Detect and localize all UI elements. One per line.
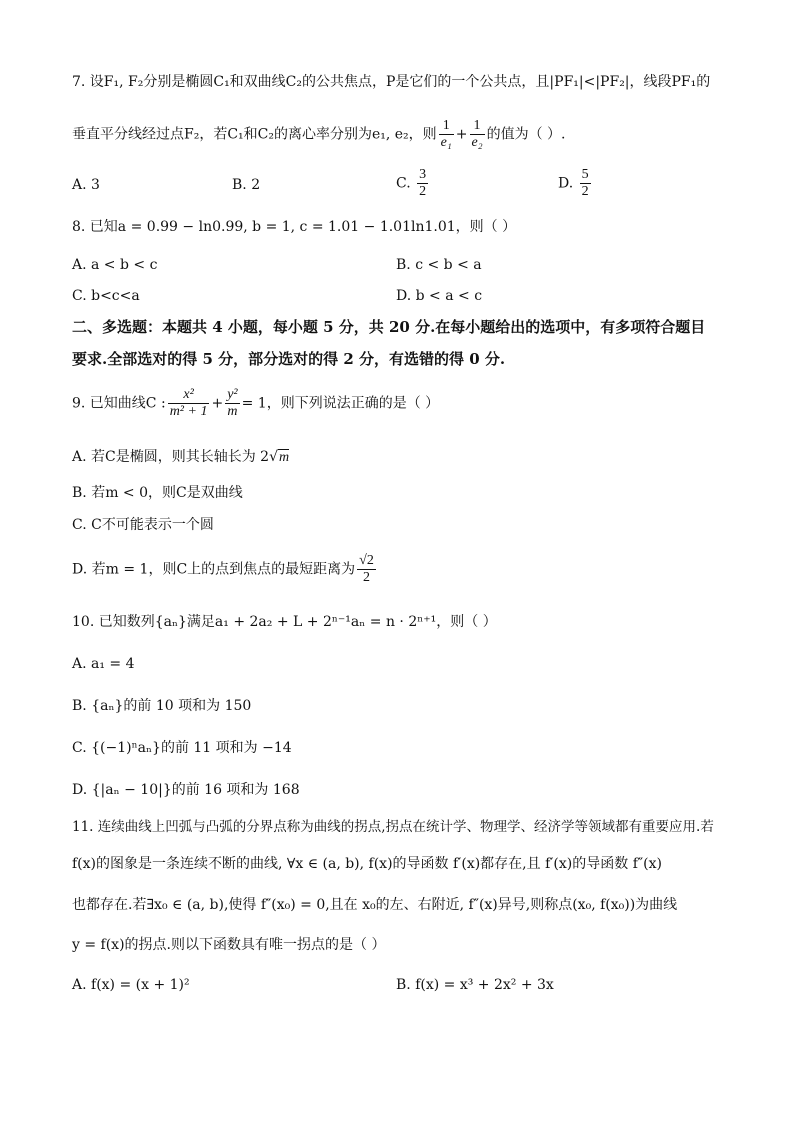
- q7-option-a: A. 3: [72, 177, 100, 193]
- q9-option-b: B. 若m < 0，则C是双曲线: [72, 485, 243, 501]
- q9-stem-pre: 9. 已知曲线C :: [72, 395, 166, 412]
- q7-fraction-2-num: 1: [470, 118, 485, 135]
- q7-stem-line2: [72, 118, 566, 151]
- q9-stem-post: = 1，则下列说法正确的是（ ）: [241, 395, 440, 412]
- q9-option-a-radicand: m: [279, 450, 290, 465]
- q9-option-c: C. C不可能表示一个圆: [72, 517, 214, 533]
- q7-fraction-2: [470, 118, 485, 151]
- q9-option-d-den: 2: [363, 570, 370, 585]
- q9-option-d-num: √2: [359, 553, 374, 568]
- q9-option-a: [72, 448, 289, 467]
- q8-stem: 8. 已知a = 0.99 − ln0.99, b = 1, c = 1.01 − 1.01ln1.01，则（ ）: [72, 219, 517, 235]
- q9-option-a-text: A. 若C是椭圆，则其长轴长为 2: [72, 449, 270, 465]
- q9-fraction-1-den: m² + 1: [169, 404, 208, 419]
- q10-option-b: B. {aₙ}的前 10 项和为 150: [72, 698, 252, 714]
- section-heading-line1: 二、多选题：本题共 4 小题，每小题 5 分，共 20 分.在每小题给出的选项中，有多项符合题目: [72, 318, 706, 336]
- q9-fraction-2-num: y²: [227, 387, 238, 402]
- q7-option-d-num: 5: [581, 167, 589, 182]
- section-heading-line2: 要求.全部选对的得 5 分，部分选对的得 2 分，有选错的得 0 分.: [72, 350, 506, 368]
- q7-option-c-den: 2: [419, 184, 427, 199]
- q10-option-a: A. a₁ = 4: [72, 656, 135, 672]
- q9-plus: +: [211, 395, 224, 412]
- q9-fraction-1-num: x²: [168, 387, 210, 404]
- q11-stem-line1: 11. 连续曲线上凹弧与凸弧的分界点称为曲线的拐点,拐点在统计学、物理学、经济学等领域都有重要应用.若: [72, 819, 714, 835]
- q11-option-b: B. f(x) = x³ + 2x² + 3x: [396, 977, 554, 993]
- q8-option-a: A. a < b < c: [72, 257, 158, 273]
- q8-option-d: D. b < a < c: [396, 288, 483, 304]
- q7-stem-line2-post: 的值为（ ）.: [486, 126, 566, 143]
- sqrt-icon: √: [269, 449, 279, 465]
- q11-stem-line4: y = f(x)的拐点.则以下函数具有唯一拐点的是（ ）: [72, 937, 386, 953]
- q7-stem-line2-pre: 垂直平分线经过点F₂，若C₁和C₂的离心率分别为e₁, e₂，则: [72, 126, 437, 143]
- q10-option-d: D. {|aₙ − 10|}的前 16 项和为 168: [72, 782, 300, 798]
- q9-option-d-fraction: [357, 553, 376, 586]
- q7-option-d-fraction: [580, 167, 591, 200]
- q7-option-c-fraction: [417, 167, 428, 200]
- q7-fraction-1-den: e₁: [440, 135, 452, 150]
- q9-fraction-1: [168, 387, 210, 420]
- q9-option-d-text: D. 若m = 1，则C上的点到焦点的最短距离为: [72, 561, 356, 578]
- q8-option-b: B. c < b < a: [396, 257, 482, 273]
- q7-option-d-label: D.: [558, 175, 574, 192]
- q7-option-b: B. 2: [232, 177, 261, 193]
- q10-stem: 10. 已知数列{aₙ}满足a₁ + 2a₂ + L + 2ⁿ⁻¹aₙ = n · 2ⁿ⁺¹，则（ ）: [72, 614, 497, 630]
- q8-option-c: C. b<c<a: [72, 288, 140, 304]
- q11-stem-line3: 也都存在.若∃x₀ ∈ (a, b),使得 f″(x₀) = 0,且在 x₀的左、右附近, f″(x)异号,则称点(x₀, f(x₀))为曲线: [72, 897, 678, 913]
- q7-plus: +: [455, 126, 468, 143]
- q9-stem: [72, 387, 439, 420]
- q7-option-c-num: 3: [419, 167, 427, 182]
- q7-fraction-2-den: e₂: [471, 135, 483, 150]
- q7-fraction-1-num: 1: [439, 118, 454, 135]
- q7-stem-line1: 7. 设F₁, F₂分别是椭圆C₁和双曲线C₂的公共焦点，P是它们的一个公共点，且|PF₁|<|PF₂|，线段PF₁的: [72, 74, 711, 90]
- q7-option-d-den: 2: [581, 184, 589, 199]
- q7-fraction-1: [439, 118, 454, 151]
- q9-fraction-2: [225, 387, 239, 420]
- q7-option-d: [558, 167, 593, 200]
- q10-option-c: C. {(−1)ⁿaₙ}的前 11 项和为 −14: [72, 740, 292, 756]
- q9-fraction-2-den: m: [227, 404, 238, 419]
- q9-option-d: [72, 553, 378, 586]
- q7-option-c: [396, 167, 430, 200]
- q11-stem-line2: f(x)的图象是一条连续不断的曲线, ∀x ∈ (a, b), f(x)的导函数 f′(x)都存在,且 f′(x)的导函数 f″(x): [72, 856, 662, 872]
- q11-option-a: A. f(x) = (x + 1)²: [72, 977, 190, 993]
- q7-option-c-label: C.: [396, 175, 411, 192]
